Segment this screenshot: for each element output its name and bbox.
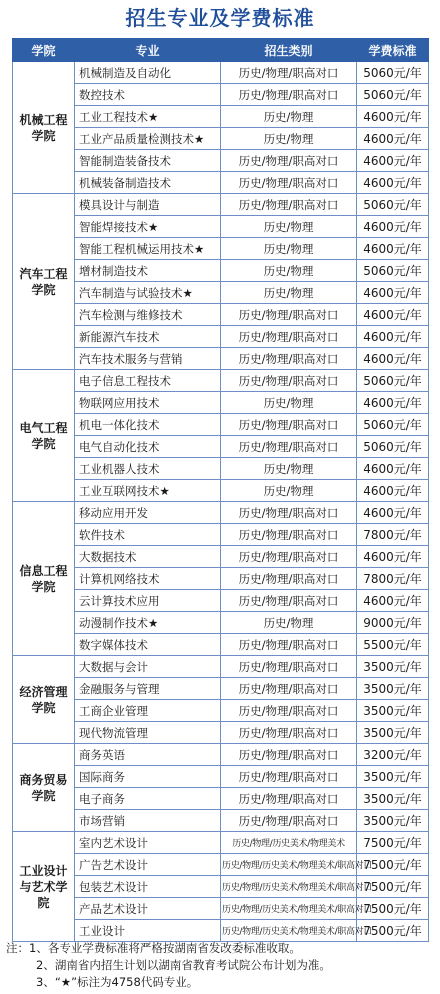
admission-category: 历史/物理/职高对口 [221,700,357,722]
admission-category: 历史/物理 [221,216,357,238]
major-name: 数字媒体技术 [75,634,221,656]
tuition-fee: 7500元/年 [357,898,429,920]
tuition-fee: 4600元/年 [357,172,429,194]
table-row [13,502,429,524]
tuition-fee: 4600元/年 [357,150,429,172]
college-name: 电气工程学院 [13,370,75,502]
tuition-fee: 3200元/年 [357,744,429,766]
tuition-fee: 3500元/年 [357,656,429,678]
admission-category: 历史/物理/职高对口 [221,84,357,106]
tuition-fee: 5060元/年 [357,194,429,216]
major-name: 物联网应用技术 [75,392,221,414]
major-name: 增材制造技术 [75,260,221,282]
table-row [13,722,429,744]
admission-category: 历史/物理/历史美术/物理美术 [221,832,357,854]
table-row [13,238,429,260]
tuition-fee: 5060元/年 [357,414,429,436]
major-name: 智能制造装备技术 [75,150,221,172]
major-name: 新能源汽车技术 [75,326,221,348]
table-row [13,150,429,172]
header-fee: 学费标准 [357,39,429,62]
table-row [13,854,429,876]
tuition-fee: 4600元/年 [357,282,429,304]
major-name: 云计算技术应用 [75,590,221,612]
major-name: 软件技术 [75,524,221,546]
tuition-fee: 4600元/年 [357,502,429,524]
table-row [13,920,429,942]
college-name: 经济管理学院 [13,656,75,744]
fee-table [12,38,429,942]
major-name: 大数据与会计 [75,656,221,678]
tuition-fee: 4600元/年 [357,546,429,568]
tuition-fee: 5060元/年 [357,84,429,106]
table-row [13,260,429,282]
table-row [13,876,429,898]
admission-category: 历史/物理/职高对口 [221,568,357,590]
major-name: 工业产品质量检测技术★ [75,128,221,150]
admission-category: 历史/物理 [221,106,357,128]
admission-category: 历史/物理/职高对口 [221,172,357,194]
tuition-fee: 4600元/年 [357,590,429,612]
header-major: 专业 [75,39,221,62]
tuition-fee: 4600元/年 [357,326,429,348]
major-name: 智能焊接技术★ [75,216,221,238]
admission-category: 历史/物理 [221,282,357,304]
admission-category: 历史/物理/职高对口 [221,502,357,524]
table-row [13,810,429,832]
table-row [13,282,429,304]
major-name: 汽车制造与试验技术★ [75,282,221,304]
admission-category: 历史/物理/职高对口 [221,744,357,766]
table-row [13,172,429,194]
major-name: 电子信息工程技术 [75,370,221,392]
major-name: 动漫制作技术★ [75,612,221,634]
tuition-fee: 4600元/年 [357,304,429,326]
admission-category: 历史/物理/职高对口 [221,766,357,788]
major-name: 工业工程技术★ [75,106,221,128]
admission-category: 历史/物理/职高对口 [221,524,357,546]
table-row [13,414,429,436]
table-row [13,326,429,348]
admission-category: 历史/物理/职高对口 [221,150,357,172]
college-name: 信息工程学院 [13,502,75,656]
tuition-fee: 4600元/年 [357,216,429,238]
table-row [13,216,429,238]
admission-category: 历史/物理/职高对口 [221,546,357,568]
tuition-fee: 3500元/年 [357,788,429,810]
admission-category: 历史/物理/历史美术/物理美术/职高对口 [221,920,357,942]
table-row [13,788,429,810]
major-name: 工商企业管理 [75,700,221,722]
admission-category: 历史/物理/职高对口 [221,722,357,744]
major-name: 机械装备制造技术 [75,172,221,194]
table-row [13,128,429,150]
tuition-fee: 3500元/年 [357,700,429,722]
major-name: 数控技术 [75,84,221,106]
tuition-fee: 4600元/年 [357,392,429,414]
admission-category: 历史/物理 [221,128,357,150]
table-row [13,568,429,590]
admission-category: 历史/物理 [221,480,357,502]
major-name: 智能工程机械运用技术★ [75,238,221,260]
tuition-fee: 5500元/年 [357,634,429,656]
admission-category: 历史/物理/职高对口 [221,62,357,84]
table-header-row [13,39,429,62]
admission-category: 历史/物理 [221,458,357,480]
major-name: 包装艺术设计 [75,876,221,898]
tuition-fee: 3500元/年 [357,678,429,700]
major-name: 模具设计与制造 [75,194,221,216]
tuition-fee: 3500元/年 [357,722,429,744]
table-row [13,656,429,678]
table-row [13,458,429,480]
table-row [13,634,429,656]
major-name: 商务英语 [75,744,221,766]
tuition-fee: 5060元/年 [357,260,429,282]
tuition-fee: 3500元/年 [357,810,429,832]
major-name: 市场营销 [75,810,221,832]
admission-category: 历史/物理/职高对口 [221,370,357,392]
tuition-fee: 5060元/年 [357,370,429,392]
tuition-fee: 7500元/年 [357,832,429,854]
table-row [13,84,429,106]
table-row [13,370,429,392]
major-name: 广告艺术设计 [75,854,221,876]
tuition-fee: 4600元/年 [357,128,429,150]
major-name: 工业机器人技术 [75,458,221,480]
admission-category: 历史/物理 [221,612,357,634]
admission-category: 历史/物理 [221,392,357,414]
major-name: 机电一体化技术 [75,414,221,436]
footnotes [6,940,436,991]
major-name: 工业互联网技术★ [75,480,221,502]
table-row [13,678,429,700]
admission-category: 历史/物理/职高对口 [221,590,357,612]
table-row [13,392,429,414]
tuition-fee: 9000元/年 [357,612,429,634]
tuition-fee: 4600元/年 [357,480,429,502]
tuition-fee: 5060元/年 [357,62,429,84]
major-name: 金融服务与管理 [75,678,221,700]
admission-category: 历史/物理/职高对口 [221,326,357,348]
major-name: 电子商务 [75,788,221,810]
admission-category: 历史/物理/历史美术/物理美术/职高对口 [221,898,357,920]
table-row [13,436,429,458]
table-row [13,546,429,568]
admission-category: 历史/物理/职高对口 [221,436,357,458]
admission-category: 历史/物理/历史美术/物理美术/职高对口 [221,854,357,876]
table-row [13,524,429,546]
major-name: 产品艺术设计 [75,898,221,920]
college-name: 商务贸易学院 [13,744,75,832]
tuition-fee: 7500元/年 [357,854,429,876]
major-name: 工业设计 [75,920,221,942]
tuition-fee: 4600元/年 [357,348,429,370]
college-name: 工业设计与艺术学院 [13,832,75,942]
major-name: 现代物流管理 [75,722,221,744]
admission-category: 历史/物理/职高对口 [221,304,357,326]
major-name: 汽车技术服务与营销 [75,348,221,370]
major-name: 移动应用开发 [75,502,221,524]
table-row [13,766,429,788]
tuition-fee: 4600元/年 [357,458,429,480]
major-name: 计算机网络技术 [75,568,221,590]
admission-category: 历史/物理 [221,238,357,260]
admission-category: 历史/物理/职高对口 [221,788,357,810]
table-row [13,612,429,634]
tuition-fee: 5060元/年 [357,436,429,458]
admission-category: 历史/物理/职高对口 [221,678,357,700]
table-row [13,106,429,128]
college-name: 机械工程学院 [13,62,75,194]
header-category: 招生类别 [221,39,357,62]
table-row [13,700,429,722]
admission-category: 历史/物理/职高对口 [221,194,357,216]
footnote-3: 3、“★”标注为4758代码专业。 [36,975,199,989]
major-name: 国际商务 [75,766,221,788]
footnote-1: 注：1、各专业学费标准将严格按湖南省发改委标准收取。 [6,941,301,955]
table-row [13,480,429,502]
fee-table-container [12,38,428,942]
tuition-fee: 7500元/年 [357,876,429,898]
table-row [13,832,429,854]
admission-category: 历史/物理 [221,260,357,282]
admission-category: 历史/物理/职高对口 [221,656,357,678]
tuition-fee: 7800元/年 [357,568,429,590]
table-row [13,898,429,920]
table-row [13,304,429,326]
table-row [13,62,429,84]
table-row [13,590,429,612]
major-name: 机械制造及自动化 [75,62,221,84]
tuition-fee: 4600元/年 [357,106,429,128]
table-body [13,62,429,942]
admission-category: 历史/物理/职高对口 [221,414,357,436]
footnote-2: 2、湖南省内招生计划以湖南省教育考试院公布计划为准。 [36,958,331,972]
tuition-fee: 3500元/年 [357,766,429,788]
tuition-fee: 7800元/年 [357,524,429,546]
table-row [13,744,429,766]
admission-category: 历史/物理/历史美术/物理美术/职高对口 [221,876,357,898]
tuition-fee: 4600元/年 [357,238,429,260]
table-row [13,194,429,216]
table-row [13,348,429,370]
page-title: 招生专业及学费标准 [125,6,315,30]
admission-category: 历史/物理/职高对口 [221,348,357,370]
admission-category: 历史/物理/职高对口 [221,634,357,656]
major-name: 汽车检测与维修技术 [75,304,221,326]
header-college: 学院 [13,39,75,62]
major-name: 电气自动化技术 [75,436,221,458]
major-name: 室内艺术设计 [75,832,221,854]
tuition-fee: 7500元/年 [357,920,429,942]
college-name: 汽车工程学院 [13,194,75,370]
major-name: 大数据技术 [75,546,221,568]
admission-category: 历史/物理/职高对口 [221,810,357,832]
